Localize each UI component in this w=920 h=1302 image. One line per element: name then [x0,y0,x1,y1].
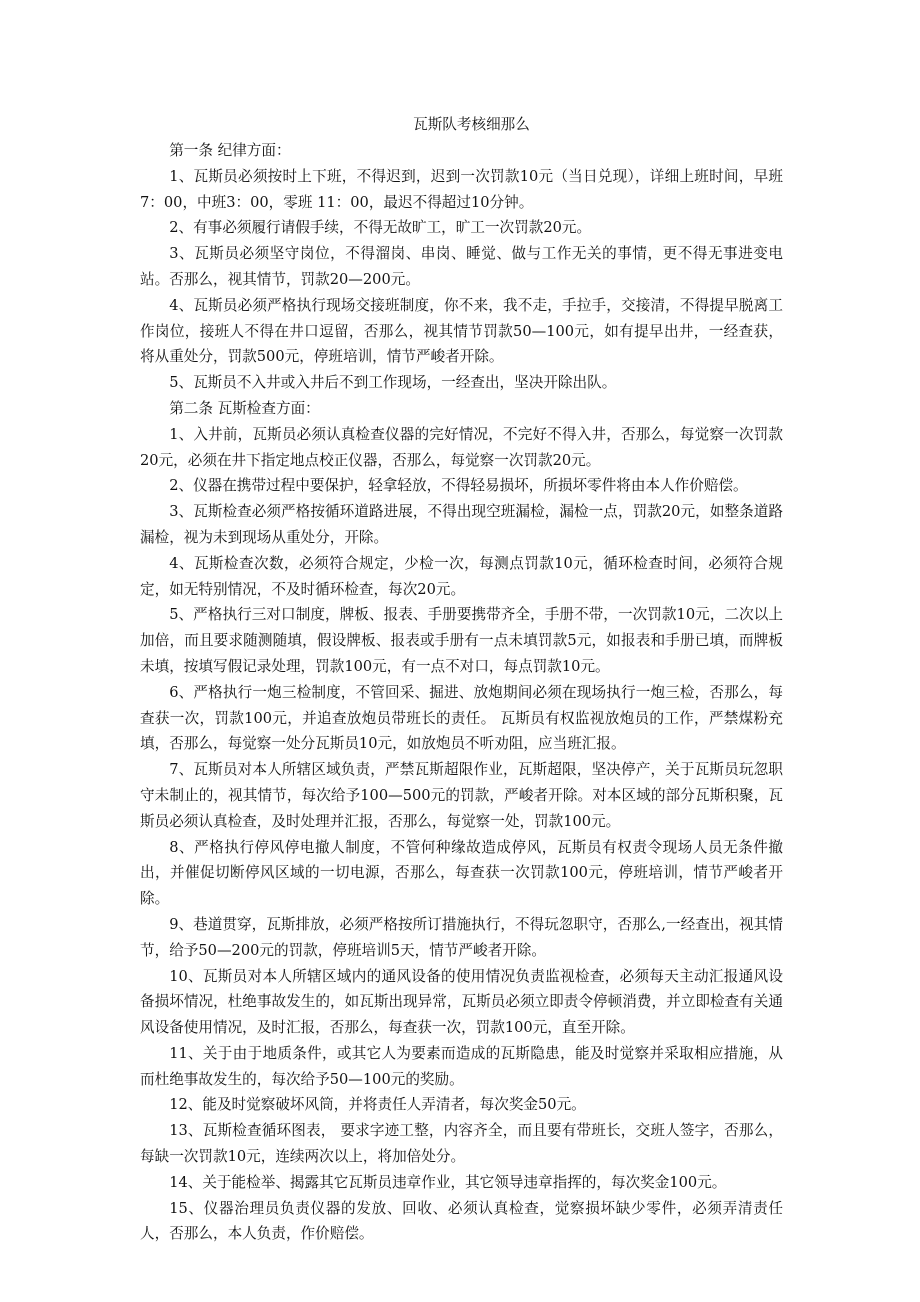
rule-paragraph: 2、仪器在携带过程中要保护，轻拿轻放，不得轻易损坏，所损坏零件将由本人作价赔偿。 [169,477,748,495]
document-title: 瓦斯队考核细那么 [413,116,530,133]
rule-paragraph: 13、瓦斯检查循环图表， 要求字迹工整，内容齐全，而且要有带班长，交班人签字，否那么，每缺一次罚款10元，连续两次以上，将加倍处分。 [140,1122,783,1166]
rule-paragraph: 4、瓦斯检查次数，必须符合规定，少检一次，每测点罚款10元，循环检查时间，必须符合规定，如无特别情况，不及时循环检查，每次20元。 [140,554,783,598]
rule-paragraph: 3、瓦斯检查必须严格按循环道路进展，不得出现空班漏检，漏检一点，罚款20元，如整条道路漏检，视为未到现场从重处分，开除。 [140,503,783,546]
section-discipline [140,138,783,396]
rule-paragraph: 1、瓦斯员必须按时上下班，不得迟到，迟到一次罚款10元（当日兑现），详细上班时间，早班7：00，中班3：00，零班 11：00，最迟不得超过10分钟。 [140,167,783,211]
rule-paragraph: 1、入井前，瓦斯员必须认真检查仪器的完好情况，不完好不得入井，否那么，每觉察一次罚款20元，必须在井下指定地点校正仪器，否那么，每觉察一次罚款20元。 [140,425,783,469]
rule-paragraph: 7、瓦斯员对本人所辖区域负责，严禁瓦斯超限作业，瓦斯超限，坚决停产，关于瓦斯员玩忽职守未制止的，视其情节，每次给予100—500元的罚款，严峻者开除。对本区域的部分瓦斯积聚，瓦斯员必须认真检查，及时处理并汇报，否那么，每觉察一处，罚款100元。 [140,761,783,830]
rule-paragraph: 9、巷道贯穿，瓦斯排放，必须严格按所订措施执行，不得玩忽职守，否那么,一经查出，视其情节，给予50—200元的罚款，停班培训5天，情节严峻者开除。 [140,915,783,959]
document-page [140,112,783,1247]
rule-paragraph: 15、仪器治理员负责仪器的发放、回收、必须认真检查，觉察损坏缺少零件，必须弄清责任人，否那么，本人负责，作价赔偿。 [140,1199,783,1243]
section-heading: 第一条 纪律方面： [169,142,291,159]
rule-paragraph: 2、有事必须履行请假手续，不得无故旷工，旷工一次罚款20元。 [169,219,592,237]
section-gas-inspection [140,396,783,1247]
rule-paragraph: 5、严格执行三对口制度，牌板、报表、手册要携带齐全，手册不带，一次罚款10元，二次以上加倍，而且要求随测随填，假设牌板、报表或手册有一点未填罚款5元，如报表和手册已填，而牌板未填，按填写假记录处理，罚款100元，有一点不对口，每点罚款10元。 [140,606,783,675]
rule-paragraph: 8、严格执行停风停电撤人制度，不管何种缘故造成停风，瓦斯员有权责令现场人员无条件撤出，并催促切断停风区域的一切电源，否那么，每查获一次罚款100元，停班培训，情节严峻者开除。 [140,838,783,908]
rule-paragraph: 6、严格执行一炮三检制度，不管回采、掘进、放炮期间必须在现场执行一炮三检，否那么，每查获一次，罚款100元，并追查放炮员带班长的责任。 瓦斯员有权监视放炮员的工作，严禁煤粉充填，否那么，每觉察一处分瓦斯员10元，如放炮员不听劝阻，应当班汇报。 [140,683,783,753]
rule-paragraph: 4、瓦斯员必须严格执行现场交接班制度，你不来，我不走，手拉手，交接清，不得提早脱离工作岗位，接班人不得在井口逗留，否那么，视其情节罚款50—100元，如有提早出井，一经查获，将从重处分，罚款500元，停班培训，情节严峻者开除。 [140,296,783,366]
section-heading: 第二条 瓦斯检查方面： [169,399,320,417]
rule-paragraph: 3、瓦斯员必须坚守岗位，不得溜岗、串岗、睡觉、做与工作无关的事情，更不得无事进变电站。否那么，视其情节，罚款20—200元。 [140,245,783,288]
rule-paragraph: 14、关于能检举、揭露其它瓦斯员违章作业，其它领导违章指挥的，每次奖金100元。 [169,1173,727,1191]
rule-paragraph: 10、瓦斯员对本人所辖区域内的通风设备的使用情况负责监视检查，必须每天主动汇报通风设备损坏情况，杜绝事故发生的，如瓦斯出现异常，瓦斯员必须立即责令停顿消费，并立即检查有关通风设备使用情况，及时汇报，否那么，每查获一次，罚款100元，直至开除。 [140,967,783,1037]
rule-paragraph: 5、瓦斯员不入井或入井后不到工作现场，一经查出，坚决开除出队。 [169,374,617,392]
rule-paragraph: 12、能及时觉察破坏风筒，并将责任人弄清者，每次奖金50元。 [169,1096,586,1114]
rule-paragraph: 11、关于由于地质条件，或其它人为要素而造成的瓦斯隐患，能及时觉察并采取相应措施，从而杜绝事故发生的，每次给予50—100元的奖励。 [140,1044,783,1088]
